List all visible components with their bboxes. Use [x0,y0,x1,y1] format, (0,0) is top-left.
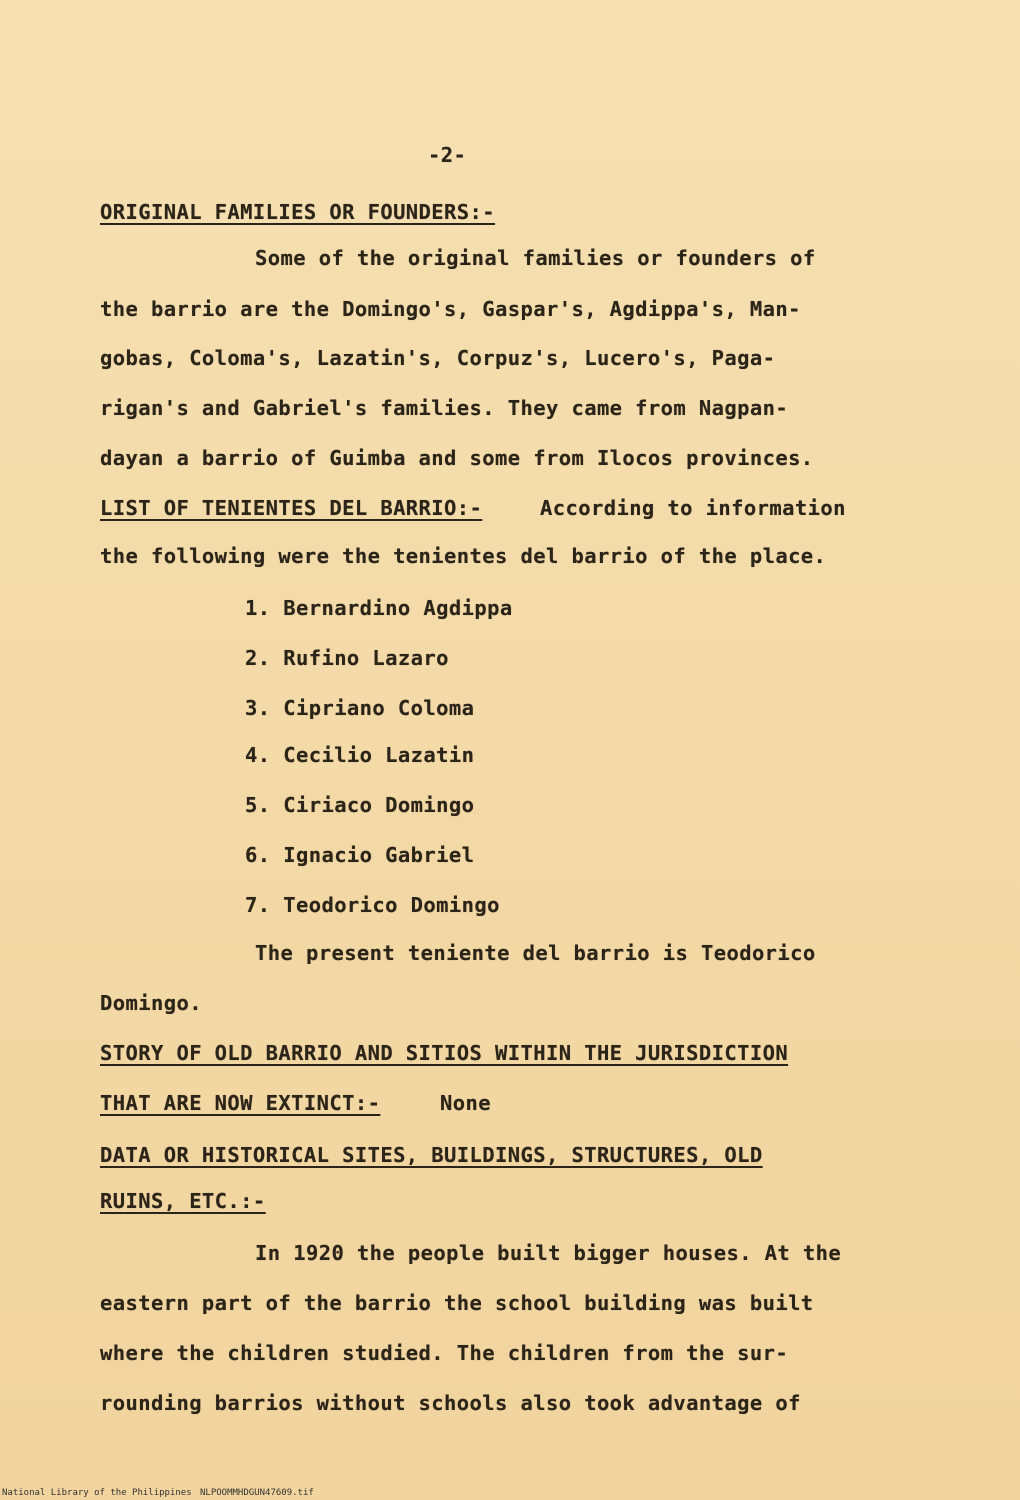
present-teniente: Domingo. [100,991,202,1015]
page-number: -2- [428,143,467,167]
teniente-item: 3. Cipriano Coloma [245,696,475,720]
teniente-item: 4. Cecilio Lazatin [245,743,475,767]
data-text-line: rounding barrios without schools also took advantage of [100,1391,801,1415]
families-text-line: dayan a barrio of Guimba and some from Ilocos provinces. [100,446,814,470]
families-text-line: rigan's and Gabriel's families. They came from Nagpan- [100,396,789,420]
footer-filename: NLPOOMMHDGUN47609.tif [200,1488,314,1498]
teniente-item: 7. Teodorico Domingo [245,893,500,917]
families-text-line: gobas, Coloma's, Lazatin's, Corpuz's, Lucero's, Paga- [100,346,776,370]
story-value: None [440,1091,491,1115]
present-teniente: The present teniente del barrio is Teodorico [255,941,816,965]
teniente-item: 1. Bernardino Agdippa [245,596,513,620]
story-heading: STORY OF OLD BARRIO AND SITIOS WITHIN THE JURISDICTION [100,1041,789,1065]
tenientes-intro: the following were the tenientes del barrio of the place. [100,544,827,568]
data-heading: DATA OR HISTORICAL SITES, BUILDINGS, STRUCTURES, OLD [100,1143,763,1167]
data-text-line: eastern part of the barrio the school building was built [100,1291,814,1315]
teniente-item: 2. Rufino Lazaro [245,646,449,670]
tenientes-heading: LIST OF TENIENTES DEL BARRIO:- [100,496,483,520]
data-text-line: In 1920 the people built bigger houses. At the [255,1241,842,1265]
teniente-item: 6. Ignacio Gabriel [245,843,475,867]
families-text-line: the barrio are the Domingo's, Gaspar's, Agdippa's, Man- [100,297,801,321]
families-text-line: Some of the original families or founders of [255,246,816,270]
data-heading: RUINS, ETC.:- [100,1189,266,1213]
data-text-line: where the children studied. The children from the sur- [100,1341,789,1365]
footer-library: National Library of the Philippines [2,1488,192,1498]
tenientes-intro: According to information [540,496,846,520]
teniente-item: 5. Ciriaco Domingo [245,793,475,817]
story-heading: THAT ARE NOW EXTINCT:- [100,1091,381,1115]
families-heading: ORIGINAL FAMILIES OR FOUNDERS:- [100,200,496,224]
